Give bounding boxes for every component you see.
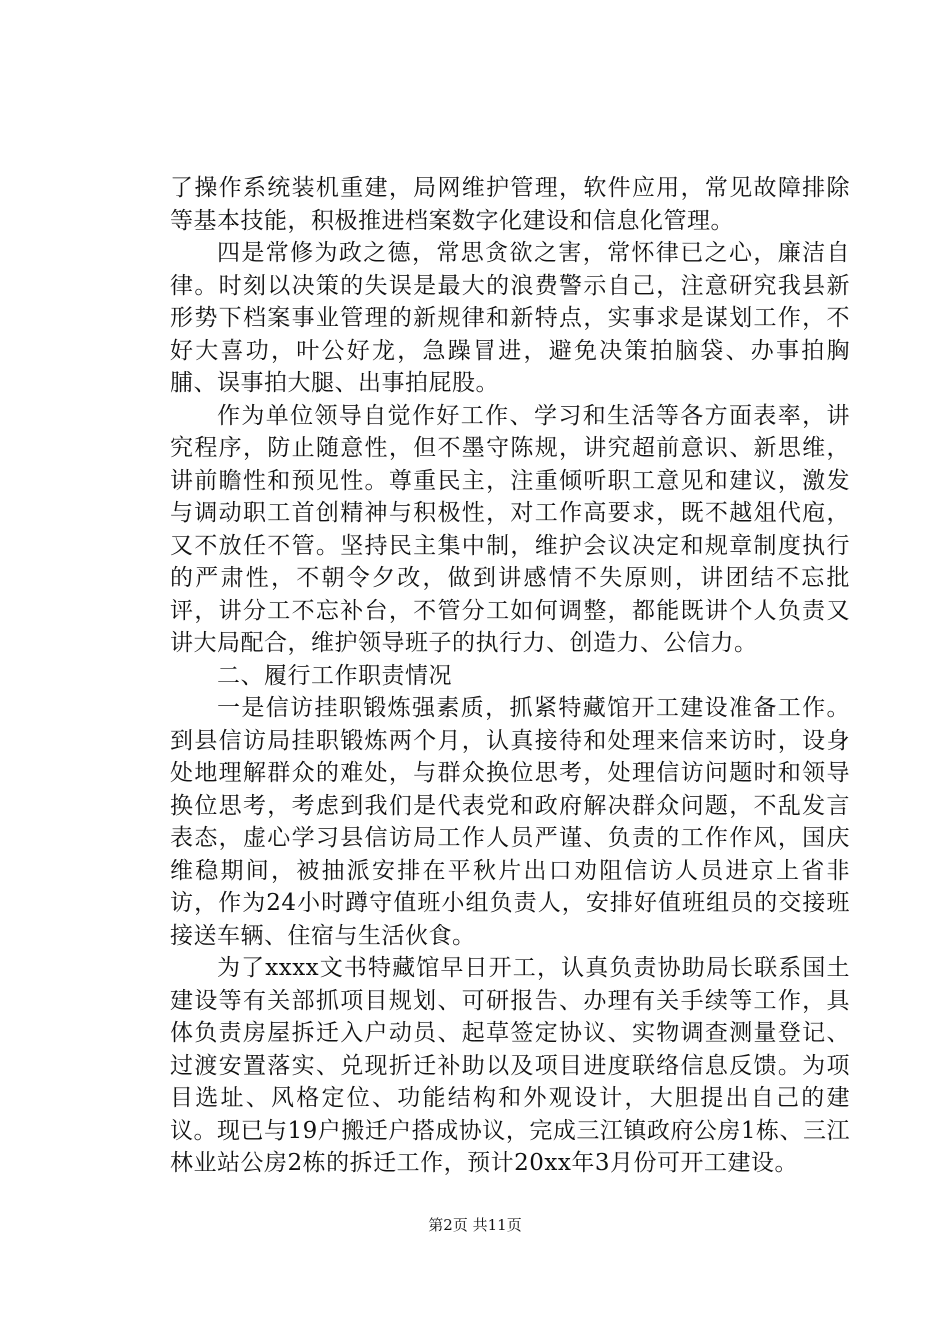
- paragraph-archive-building: 为了xxxx文书特藏馆早日开工，认真负责协助局长联系国土建设等有关部抓项目规划、可研报告、办理有关手续等工作，具体负责房屋拆迁入户动员、起草签定协议、实物调查测量登记、过渡安置落实、兑现折迁补助以及项目进度联络信息反馈。为项目选址、风格定位、功能结构和外观设计，大胆提出自己的建议。现已与19户搬迁户搭成协议，完成三江镇政府公房1栋、三江林业站公房2栋的拆迁工作，预计20xx年3月份可开工建设。: [170, 955, 850, 1176]
- section-heading: 二、履行工作职责情况: [217, 662, 452, 689]
- paragraph-leadership: 作为单位领导自觉作好工作、学习和生活等各方面表率，讲究程序，防止随意性，但不墨守陈规，讲究超前意识、新思维，讲前瞻性和预见性。尊重民主，注重倾听职工意见和建议，激发与调动职工首创精神与积极性，对工作高要求，既不越俎代庖，又不放任不管。坚持民主集中制，维护会议决定和规章制度执行的严肃性，不朝令夕改，做到讲感情不失原则，讲团结不忘批评，讲分工不忘补台，不管分工如何调整，都能既讲个人负责又讲大局配合，维护领导班子的执行力、创造力、公信力。: [170, 402, 850, 656]
- paragraph-petition: 一是信访挂职锻炼强素质，抓紧特藏馆开工建设准备工作。到县信访局挂职锻炼两个月，认真接待和处理来信来访时，设身处地理解群众的难处，与群众换位思考，处理信访问题时和领导换位思考，考虑到我们是代表党和政府解决群众问题，不乱发言表态，虚心学习县信访局工作人员严谨、负责的工作作风，国庆维稳期间，被抽派安排在平秋片出口劝阻信访人员进京上省非访，作为24小时蹲守值班小组负责人，安排好值班组员的交接班接送车辆、住宿与生活伙食。: [170, 695, 850, 949]
- document-body: [170, 172, 850, 1180]
- page-number: 第2页 共11页: [428, 1216, 522, 1234]
- paragraph-continuation: 了操作系统装机重建，局网维护管理，软件应用，常见故障排除等基本技能，积极推进档案数字化建设和信息化管理。: [170, 175, 850, 234]
- paragraph-integrity: 四是常修为政之德，常思贪欲之害，常怀律已之心，廉洁自律。时刻以决策的失误是最大的浪费警示自己，注意研究我县新形势下档案事业管理的新规律和新特点，实事求是谋划工作，不好大喜功，叶公好龙，急躁冒进，避免决策拍脑袋、办事拍胸脯、误事拍大腿、出事拍屁股。: [170, 240, 850, 396]
